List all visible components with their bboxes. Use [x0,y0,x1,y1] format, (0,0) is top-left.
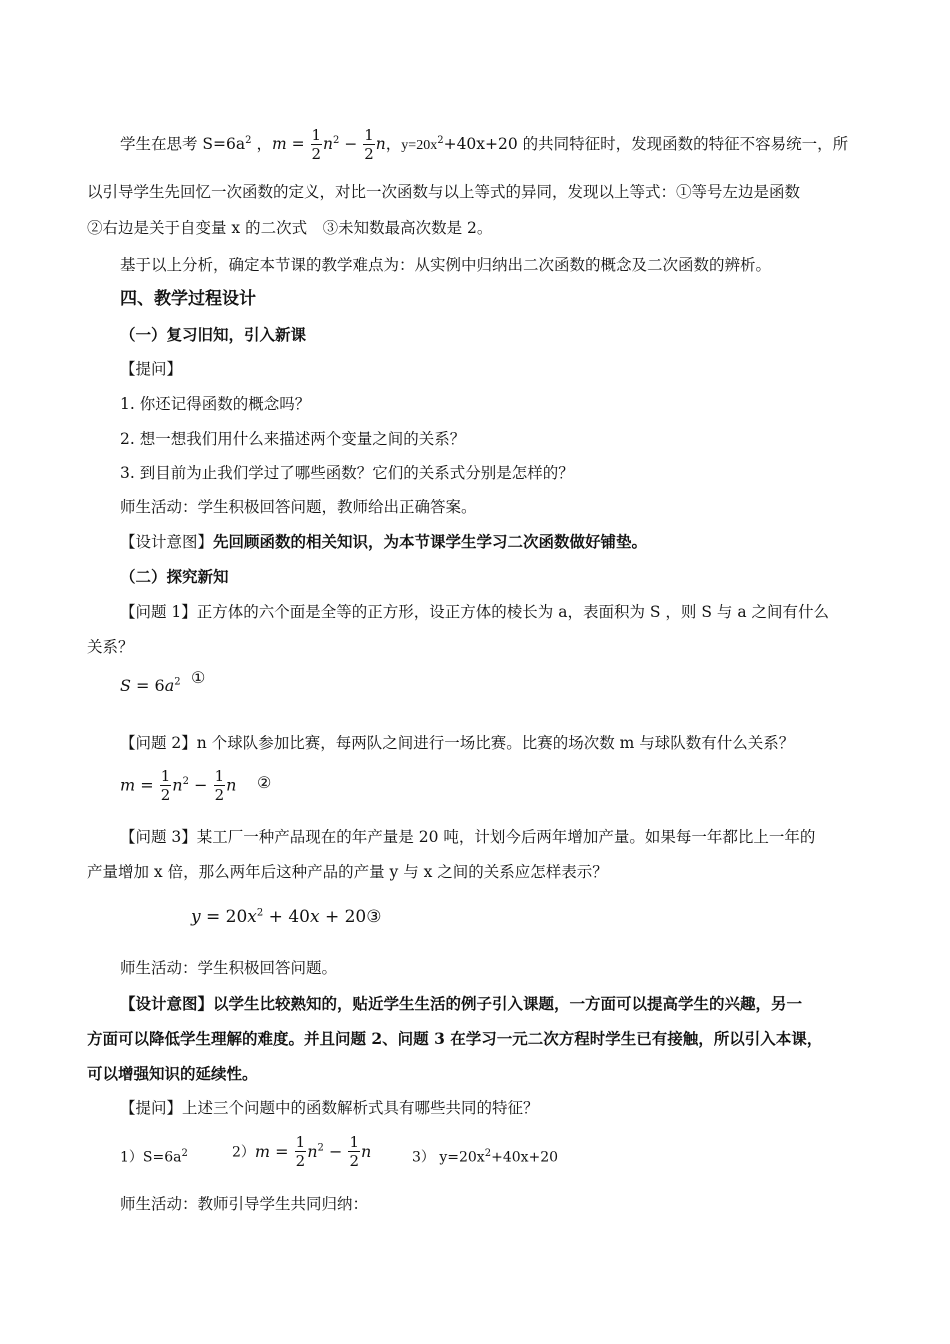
equation-3: $y = 20x^2 + 40x$ + 20③ [191,907,382,927]
question-tag: 【提问】 [120,360,183,378]
superscript: 2 [245,134,252,146]
equation-2: m = $\frac{1}{2}$ $n^2$ − $\frac{1}{2}$ n [120,767,237,804]
problem-3-line-2: 产量增加 x 倍，那么两年后这种产品的产量 y 与 x 之间的关系应怎样表示？ [87,863,608,881]
problem-3-line-1: 【问题 3】某工厂一种产品现在的年产量是 20 吨，计划今后两年增加产量。如果每一年都比上一年的 [120,828,816,846]
equation-2-mark: ② [257,773,272,792]
intent-text: 先回顾函数的相关知识，为本节课学生学习二次函数做好铺垫。 [213,532,648,551]
design-intent-2-line-2: 方面可以降低学生理解的难度。并且问题 2、问题 3 在学习一元二次方程时学生已有接触，所以引入本课， [87,1029,823,1048]
activity-2: 师生活动：学生积极回答问题。 [120,959,338,977]
ask-2: 【提问】上述三个问题中的函数解析式具有哪些共同的特征？ [120,1099,539,1117]
design-intent-2-line-1: 【设计意图】以学生比较熟知的，贴近学生生活的例子引入课题，一方面可以提高学生的兴趣，另一 [120,994,803,1013]
superscript: 2 [437,134,444,146]
list-item-2: 2）m = $\frac{1}{2}$ $n^2$ − $\frac{1}{2}$ n [232,1133,372,1170]
question-2: 2. 想一想我们用什么来描述两个变量之间的关系？ [120,430,466,448]
problem-1-line-2: 关系？ [87,638,134,656]
formula-m: m = $\frac{1}{2}$ $n^2$ − $\frac{1}{2}$ n [271,126,386,163]
equation-3-mark: ③ [366,907,382,927]
list-item-3: 3） $y=20x^2+40x+20$ [412,1148,559,1166]
equation-1-mark: ① [191,668,206,687]
text: ， [385,135,402,153]
text: ， [251,135,272,153]
question-1: 1. 你还记得函数的概念吗？ [120,395,311,413]
text: y=20x [401,138,438,153]
text: +40x+20 的共同特征时，发现函数的特征不容易统一，所 [443,135,849,153]
problem-2: 【问题 2】n 个球队参加比赛，每两队之间进行一场比赛。比赛的场次数 m 与球队数有什么关系？ [120,734,795,752]
design-intent-1 [120,531,900,553]
intro-paragraph-2: 基于以上分析，确定本节课的教学难点为：从实例中归纳出二次函数的概念及二次函数的辨析。 [120,256,772,274]
text: 学生在思考 S=6a [120,135,246,153]
equation-1: $S = 6a^2$ [120,676,181,695]
problem-1-line-1: 【问题 1】正方体的六个面是全等的正方形，设正方体的棱长为 a，表面积为 S ，则 S 与 a 之间有什么 [120,603,829,621]
part2-title: （二）探究新知 [120,567,229,586]
activity-3: 师生活动：教师引导学生共同归纳： [120,1195,369,1213]
intro-line-2: 以引导学生先回忆一次函数的定义，对比一次函数与以上等式的异同，发现以上等式：①等号左边是函数 [87,183,801,201]
part1-title: （一）复习旧知，引入新课 [120,325,307,344]
question-3: 3. 到目前为止我们学过了哪些函数？它们的关系式分别是怎样的？ [120,464,574,482]
intro-line-1 [120,128,900,162]
section-title: 四、教学过程设计 [120,289,256,309]
list-item-1: $1)S=6a^2$ [120,1148,188,1166]
design-intent-2-line-3: 可以增强知识的延续性。 [87,1064,258,1083]
intro-line-3: ②右边是关于自变量 x 的二次式 ③未知数最高次数是 2。 [87,219,493,237]
intent-tag: 【设计意图】 [120,533,214,551]
activity-1: 师生活动：学生积极回答问题，教师给出正确答案。 [120,498,477,516]
